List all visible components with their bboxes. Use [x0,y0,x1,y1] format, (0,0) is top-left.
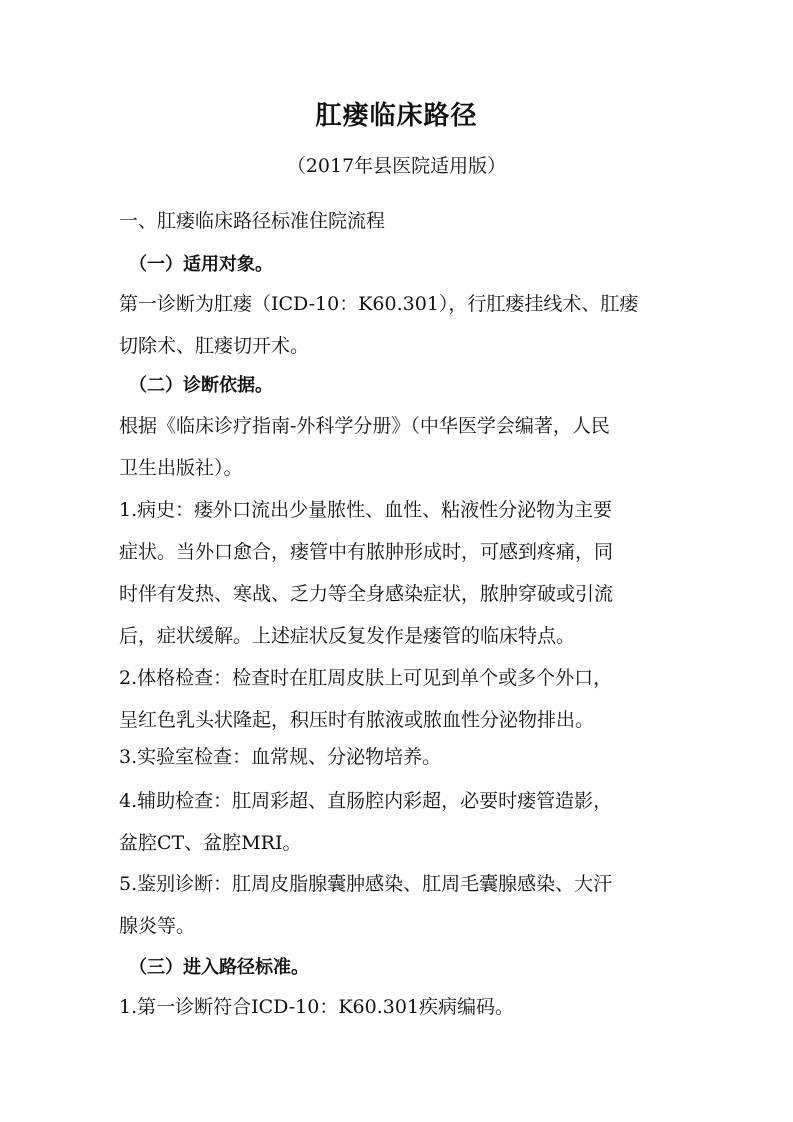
subsection-heading-diagnosis: （二）诊断依据。 [129,375,273,396]
paragraph-line: 症状。当外口愈合，瘘管中有脓肿形成时，可感到疼痛，同 [119,541,614,563]
document-subtitle: （2017年县医院适用版） [286,155,507,177]
paragraph-line: 后，症状缓解。上述症状反复发作是瘘管的临床特点。 [119,625,576,647]
paragraph-line: 切除术、肛瘘切开术。 [119,335,310,357]
paragraph-line: 腺炎等。 [119,915,196,937]
subsection-heading-applicable: （一）适用对象。 [129,254,273,275]
subsection-heading-entry-criteria: （三）进入路径标准。 [129,957,309,978]
paragraph-line: 时伴有发热、寒战、乏力等全身感染症状，脓肿穿破或引流 [119,583,614,605]
paragraph-line: 呈红色乳头状隆起，积压时有脓液或脓血性分泌物排出。 [119,709,595,731]
paragraph-line: 3.实验室检查：血常规、分泌物培养。 [119,746,442,768]
paragraph-line: 1.病史：瘘外口流出少量脓性、血性、粘液性分泌物为主要 [119,499,613,521]
paragraph-line: 5.鉴别诊断：肛周皮脂腺囊肿感染、肛周毛囊腺感染、大汗 [119,873,613,895]
paragraph-line: 1.第一诊断符合ICD-10：K60.301疾病编码。 [119,996,515,1018]
paragraph-line: 第一诊断为肛瘘（ICD-10：K60.301），行肛瘘挂线术、肛瘘 [119,293,639,315]
paragraph-line: 4.辅助检查：肛周彩超、直肠腔内彩超，必要时瘘管造影， [119,790,613,812]
paragraph-line: 2.体格检查：检查时在肛周皮肤上可见到单个或多个外口， [119,667,613,689]
section-heading: 一、肛瘘临床路径标准住院流程 [119,210,386,232]
paragraph-line: 根据《临床诊疗指南-外科学分册》（中华医学会编著，人民 [119,415,610,437]
paragraph-line: 卫生出版社）。 [119,457,243,479]
document-title: 肛瘘临床路径 [315,101,478,131]
paragraph-line: 盆腔CT、盆腔MRI。 [119,832,302,854]
